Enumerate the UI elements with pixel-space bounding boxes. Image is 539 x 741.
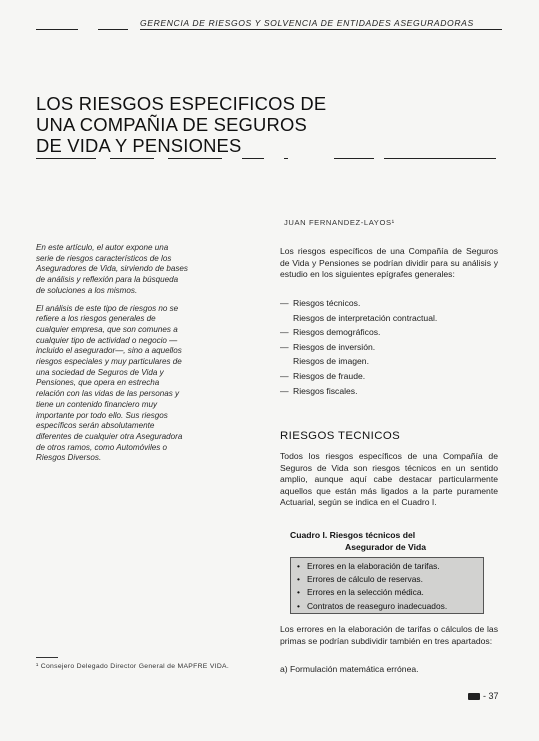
- bullet-icon: •: [297, 587, 300, 598]
- title-rule-5: [284, 158, 288, 159]
- list-dash: —: [280, 327, 289, 338]
- section-heading: RIESGOS TECNICOS: [280, 430, 401, 442]
- box-item: [297, 560, 483, 573]
- intro-paragraph: [280, 246, 498, 281]
- list-item: [280, 340, 500, 355]
- list-item: [280, 325, 500, 340]
- list-item-label: Riesgos de fraude.: [293, 370, 366, 381]
- list-item-label: Riesgos de interpretación contractual.: [293, 312, 438, 323]
- list-item: [280, 384, 500, 399]
- footnote-rule: [36, 657, 58, 658]
- bullet-icon: •: [297, 561, 300, 571]
- list-item-label: Riesgos técnicos.: [293, 298, 361, 308]
- box-caption-line-2: Asegurador de Vida: [345, 541, 427, 552]
- closing-item: [280, 664, 498, 676]
- list-dash: —: [280, 385, 289, 396]
- box-caption: [290, 530, 500, 553]
- page-dash: -: [483, 691, 489, 701]
- title-rule-3: [168, 158, 222, 159]
- list-item: [280, 354, 500, 369]
- box-item: [297, 600, 483, 613]
- section-paragraph: [280, 451, 498, 509]
- closing-item-text: a) Formulación matemática errónea.: [280, 664, 419, 674]
- abstract-paragraph-2: El análisis de este tipo de riesgos no se refiere a los riesgos generales de cualquier empresa, que son comunes a cualquier tipo de actividad o negocio —incluido el asegurador—, sino a aquellos riesgos especiales y muy particulares de una sociedad de Seguros de Vida y Pensiones, que opera en estrecha relación con las vidas de las personas y tiene un contenido financiero muy importante por todo ello. Sus riesgos específicos serán absolutamente diferentes de cualquier otra Aseguradora de otros ramos, como Automóviles o Riesgos Diversos.: [36, 303, 183, 463]
- title-line-3: DE VIDA Y PENSIONES: [36, 135, 242, 156]
- list-item: [280, 296, 500, 311]
- bullet-icon: •: [297, 574, 300, 585]
- header-rule-long: [140, 29, 502, 30]
- list-item-label: Riesgos demográficos.: [293, 327, 381, 338]
- title-line-1: LOS RIESGOS ESPECIFICOS DE: [36, 93, 327, 114]
- article-title: [36, 93, 336, 156]
- list-item-label: Riesgos fiscales.: [293, 385, 358, 396]
- page-number-block: [468, 691, 499, 701]
- closing-text: Los errores en la elaboración de tarifas o cálculos de las primas se podrían subdividir también en tres apartados:: [280, 624, 498, 646]
- section-text: Todos los riesgos específicos de una Compañía de Seguros de Vida son riesgos técnicos en un sentido amplio, aunque aquí cabe destacar particularmente aquellos que están más ligados a la parte puramente Actuarial, según se indica en el Cuadro I.: [280, 451, 498, 508]
- title-line-2: UNA COMPAÑIA DE SEGUROS: [36, 114, 307, 135]
- footnote: ¹ Consejero Delegado Director General de MAPFRE VIDA.: [36, 663, 230, 670]
- title-rule-6: [334, 158, 374, 159]
- intro-text: Los riesgos específicos de una Compañía de Seguros de Vida y Pensiones se podrían dividir para su análisis y estudio en los siguientes epígrafes generales:: [280, 246, 498, 280]
- box-item-label: Errores en la selección médica.: [307, 587, 424, 598]
- box-item-label: Contratos de reaseguro inadecuados.: [307, 600, 448, 611]
- risk-list: [280, 296, 500, 398]
- box-item: [297, 586, 483, 599]
- header-rule-left-2: [98, 29, 128, 30]
- list-item-label: Riesgos de inversión.: [293, 341, 376, 352]
- page-number: 37: [488, 691, 499, 701]
- risk-table-box: [290, 557, 484, 614]
- list-dash: —: [280, 341, 289, 352]
- list-item-label: Riesgos de imagen.: [293, 356, 369, 367]
- title-rule-2: [110, 158, 154, 159]
- list-item: [280, 311, 500, 326]
- box-item-label: Errores de cálculo de reservas.: [307, 574, 423, 585]
- bullet-icon: •: [297, 600, 300, 611]
- box-caption-line-1: Cuadro I. Riesgos técnicos del: [290, 530, 416, 540]
- magazine-logo-icon: [468, 693, 480, 700]
- abstract: [36, 243, 188, 471]
- author-name: JUAN FERNANDEZ-LAYOS¹: [284, 218, 395, 227]
- running-head: GERENCIA DE RIESGOS Y SOLVENCIA DE ENTIDADES ASEGURADORAS: [140, 18, 474, 28]
- title-rule-1: [36, 158, 96, 159]
- closing-paragraph: [280, 624, 498, 647]
- box-item-label: Errores en la elaboración de tarifas.: [307, 561, 440, 571]
- title-rule-7: [384, 158, 496, 159]
- abstract-paragraph-1: En este artículo, el autor expone una serie de riesgos característicos de los Aseguradores de Vida, sirviendo de bases de análisis y reflexión para la búsqueda de soluciones a los mismos.: [36, 243, 188, 295]
- list-item: [280, 369, 500, 384]
- box-item: [297, 573, 483, 586]
- list-dash: —: [280, 298, 289, 308]
- header-rule-left-1: [36, 29, 78, 30]
- list-dash: —: [280, 370, 289, 381]
- title-rule-4: [242, 158, 264, 159]
